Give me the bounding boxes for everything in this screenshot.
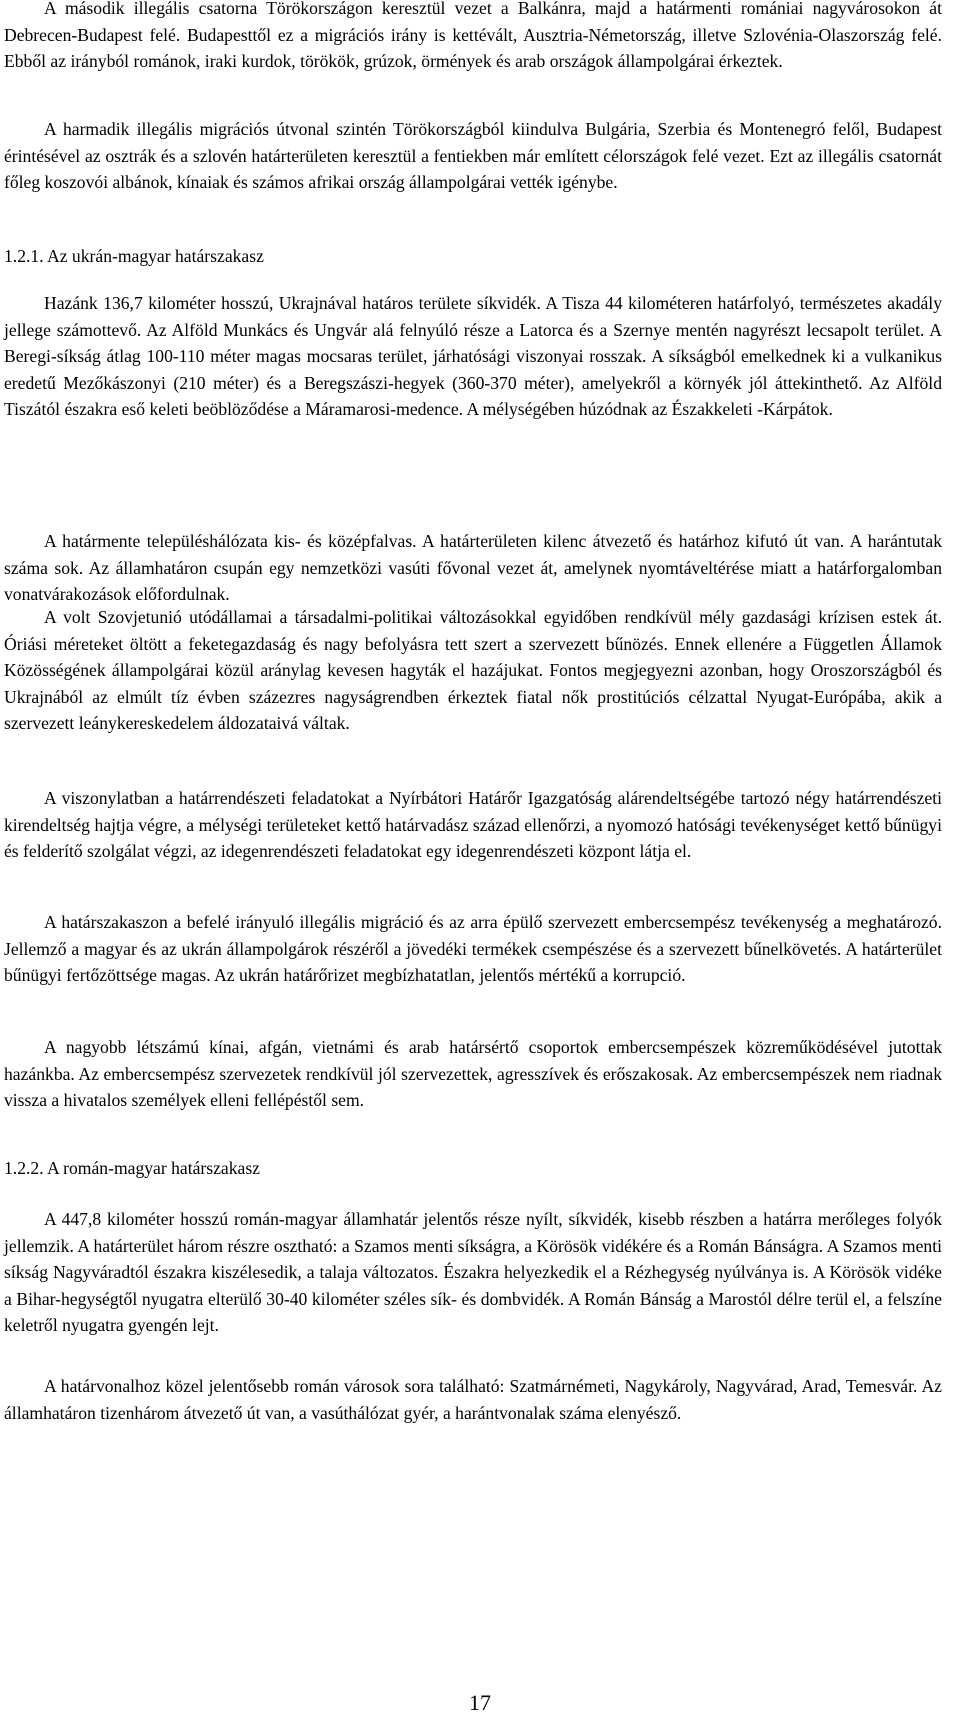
- paragraph-romanian-cities: A határvonalhoz közel jelentősebb román városok sora található: Szatmárnémeti, Nagykároly, Nagyvárad, Arad, Temesvár. Az államhatáron tizenhárom átvezető út van, a vasúthálózat gyér, a harántvonalak száma elenyésző.: [4, 1376, 942, 1423]
- paragraph-migration-smuggling: A határszakaszon a befelé irányuló illegális migráció és az arra épülő szervezett embercsempész tevékenység a meghatározó. Jellemző a magyar és az ukrán állampolgárok részéről a jövedéki termékek csempészése és a szervezett bűnelkövetés. A határterület bűnügyi fertőzöttsége magas. Az ukrán határőrizet megbízhatatlan, jelentős mértékű a korrupció.: [4, 912, 942, 985]
- paragraph-smuggling-groups: A nagyobb létszámú kínai, afgán, vietnámi és arab határsértő csoportok embercsempészek közreműködésével jutottak hazánkba. Az embercsempész szervezetek rendkívül jól szervezettek, agresszívek és erőszakosak. Az embercsempészek nem riadnak vissza a hivatalos személyek elleni fellépéstől sem.: [4, 1037, 942, 1110]
- paragraph-third-illegal-route: A harmadik illegális migrációs útvonal szintén Törökországból kiindulva Bulgária, Szerbia és Montenegró felől, Budapest érintésével az osztrák és a szlovén határterületen keresztül a fentiekben már említett célországok felé vezet. Ezt az illegális csatornát főleg koszovói albánok, kínaiak és számos afrikai ország állampolgárai vették igénybe.: [4, 119, 942, 192]
- paragraph-settlement-network: A határmente településhálózata kis- és középfalvas. A határterületen kilenc átvezető és határhoz kifutó út van. A harántutak száma sok. Az államhatáron csupán egy nemzetközi vasúti fővonal vezet át, amelynek nyomtáveltérése miatt a határforgalomban vonatvárakozások előfordulnak.: [4, 531, 942, 604]
- section-heading-ukrainian-hungarian-border: 1.2.1. Az ukrán-magyar határszakasz: [4, 246, 264, 266]
- page-number: 17: [469, 1690, 491, 1715]
- paragraph-border-policing-tasks: A viszonylatban a határrendészeti feladatokat a Nyírbátori Határőr Igazgatóság alárendeltségébe tartozó négy határrendészeti kirendeltség hajtja végre, a mélységi területeket kettő határvadász század ellenőrzi, a nyomozó hatósági tevékenységet kettő bűnügyi és felderítő szolgálat végzi, az idegenrendészeti feladatokat egy idegenrendészeti központ látja el.: [4, 788, 942, 861]
- paragraph-former-soviet-union: A volt Szovjetunió utódállamai a társadalmi-politikai változásokkal egyidőben rendkívül mély gazdasági krízisen estek át. Óriási méreteket öltött a feketegazdaság és nagy befolyásra tett szert a szervezett bűnözés. Ennek ellenére a Független Államok Közösségének állampolgárai közül aránylag kevesen hagyták el hazájukat. Fontos megjegyezni azonban, hogy Oroszországból és Ukrajnából az elmúlt tíz évben százezres nagyságrendben érkeztek fiatal nők prostitúciós célzattal Nyugat-Európába, akik a szervezett leánykereskedelem áldozataivá váltak.: [4, 607, 942, 733]
- paragraph-romanian-border-geography: A 447,8 kilométer hosszú román-magyar államhatár jelentős része nyílt, síkvidék, kisebb részben a határra merőleges folyók jellemzik. A határterület három részre osztható: a Szamos menti síkságra, a Körösök vidékére és a Román Bánságra. A Szamos menti síkság Nagyváradtól északra kiszélesedik, a talaja változatos. Északra helyezkedik el a Rézhegység nyúlványa is. A Körösök vidéke a Bihar-hegységtől nyugatra elterülő 30-40 kilométer széles sík- és dombvidék. A Román Bánság a Marostól délre terül el, a felszíne keletről nyugatra gyengén lejt.: [4, 1209, 942, 1335]
- paragraph-ukrainian-border-geography: Hazánk 136,7 kilométer hosszú, Ukrajnával határos területe síkvidék. A Tisza 44 kilométeren határfolyó, természetes akadály jellege számottevő. Az Alföld Munkács és Ungvár alá felnyúló része a Latorca és a Szernye mentén nagyrészt lecsapolt terület. A Beregi-síkság átlag 100-110 méter magas mocsaras terület, járhatósági viszonyai rosszak. A síkságból emelkednek ki a vulkanikus eredetű Mezőkászonyi (210 méter) és a Beregszászi-hegyek (360-370 méter), amelyekről a környék jól áttekinthető. Az Alföld Tiszától északra eső keleti beöblöződése a Máramarosi-medence. A mélységében húzódnak az Északkeleti -Kárpátok.: [4, 293, 942, 419]
- section-heading-romanian-hungarian-border: 1.2.2. A román-magyar határszakasz: [4, 1158, 260, 1178]
- paragraph-second-illegal-route: A második illegális csatorna Törökországon keresztül vezet a Balkánra, majd a határmenti romániai nagyvárosokon át Debrecen-Budapest felé. Budapesttől ez a migrációs irány is kettévált, Ausztria-Németország, illetve Szlovénia-Olaszország felé. Ebből az irányból románok, iraki kurdok, törökök, grúzok, örmények és arab országok állampolgárai érkeztek.: [4, 0, 942, 71]
